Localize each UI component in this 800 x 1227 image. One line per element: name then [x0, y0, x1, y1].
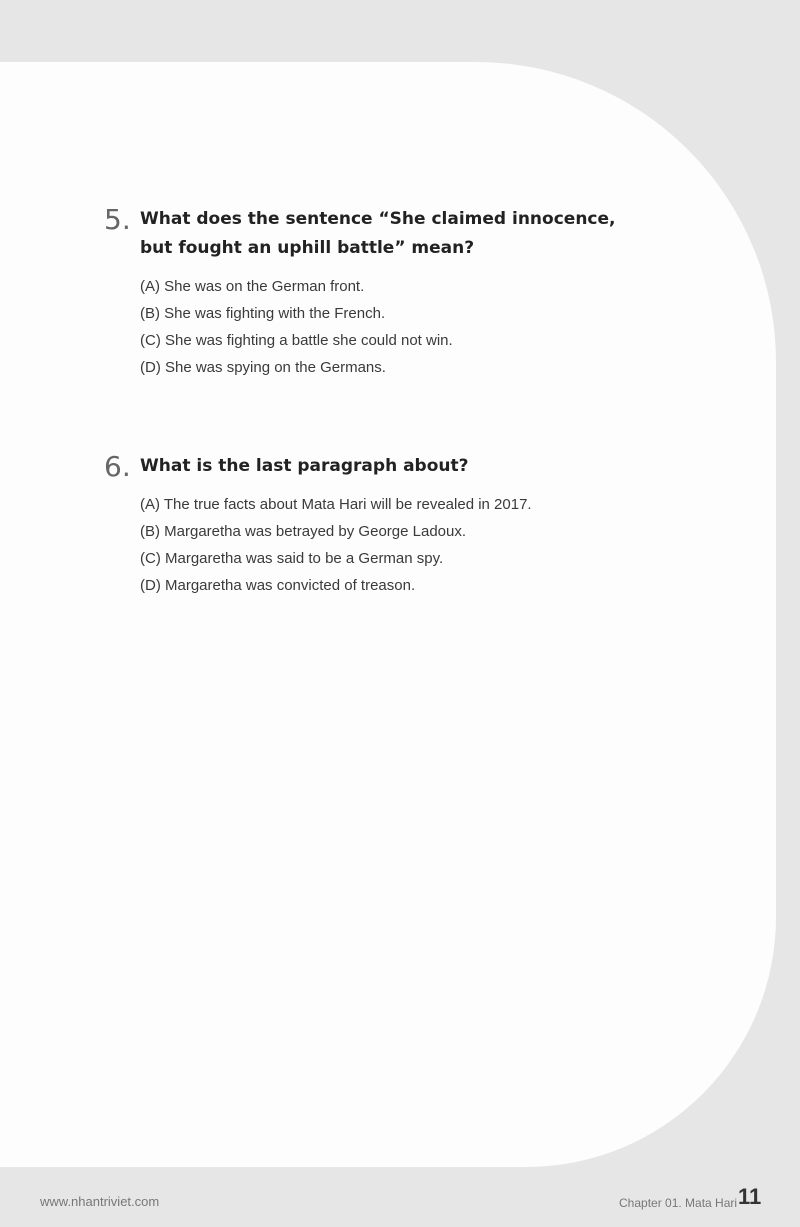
question-5-text-line1: What does the sentence “She claimed innocence,	[140, 209, 616, 229]
question-6-text	[140, 452, 532, 481]
question-6	[104, 452, 532, 599]
question-6-text-line1: What is the last paragraph about?	[140, 456, 469, 476]
question-6-option-c: (C) Margaretha was said to be a German spy.	[140, 550, 444, 567]
question-6-option-a: (A) The true facts about Mata Hari will be revealed in 2017.	[140, 496, 532, 513]
page-number: 11	[738, 1184, 762, 1209]
question-5-header	[104, 205, 616, 263]
question-6-options	[140, 491, 532, 599]
footer-chapter: Chapter 01. Mata Hari	[619, 1196, 738, 1210]
question-6-option-d: (D) Margaretha was convicted of treason.	[140, 577, 416, 594]
question-5-option-a: (A) She was on the German front.	[140, 278, 365, 295]
question-5-text-line2: but fought an uphill battle” mean?	[140, 238, 475, 258]
question-6-number: 6.	[104, 450, 131, 483]
question-5-options	[140, 273, 616, 381]
footer-url: www.nhantriviet.com	[40, 1194, 160, 1209]
question-5-option-b: (B) She was fighting with the French.	[140, 305, 386, 322]
question-5-option-d: (D) She was spying on the Germans.	[140, 359, 386, 376]
question-5-number: 5.	[104, 203, 131, 236]
question-6-header	[104, 452, 532, 481]
question-5-option-c: (C) She was fighting a battle she could not win.	[140, 332, 453, 349]
question-6-option-b: (B) Margaretha was betrayed by George Ladoux.	[140, 523, 467, 540]
question-5	[104, 205, 616, 381]
question-5-text	[140, 205, 616, 263]
